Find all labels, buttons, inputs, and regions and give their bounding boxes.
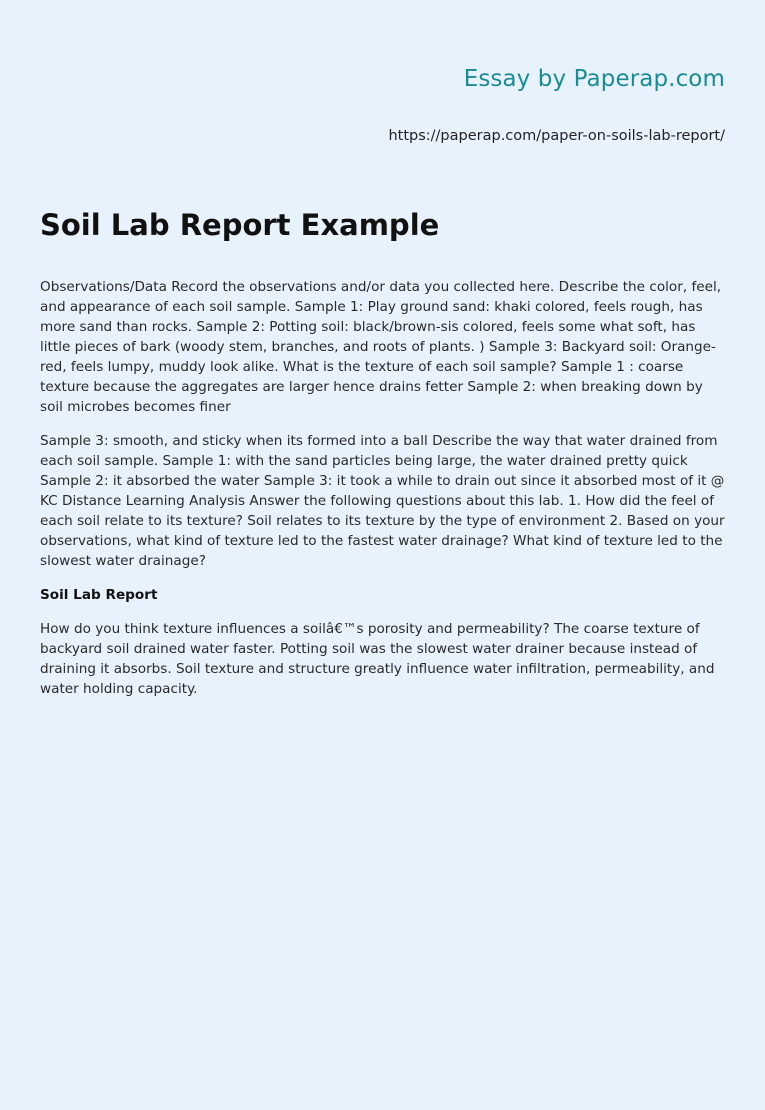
article-body xyxy=(40,277,726,713)
site-brand-link[interactable]: Essay by Paperap.com xyxy=(463,66,725,92)
article-paragraph-1: Observations/Data Record the observations and/or data you collected here. Describe the color, feel, and appearance of each soil sample. Sample 1: Play ground sand: khaki colored, feels rough, has more sand than rocks. Sample 2: Potting soil: black/brown-sis colored, feels some what soft, has little pieces of bark (woody stem, branches, and roots of plants. ) Sample 3: Backyard soil: Orange-red, feels lumpy, muddy look alike. What is the texture of each soil sample? Sample 1 : coarse texture because the aggregates are larger hence drains fetter Sample 2: when breaking down by soil microbes becomes finer xyxy=(40,279,722,415)
article-paragraph-2: Sample 3: smooth, and sticky when its formed into a ball Describe the way that water drained from each soil sample. Sample 1: with the sand particles being large, the water drained pretty quick Sample 2: it absorbed the water Sample 3: it took a while to drain out since it absorbed most of it @ KC Distance Learning Analysis Answer the following questions about this lab. 1. How did the feel of each soil relate to its texture? Soil relates to its texture by the type of environment 2. Based on your observations, what kind of texture led to the fastest water drainage? What kind of texture led to the slowest water drainage? xyxy=(40,433,725,569)
source-url-link[interactable]: https://paperap.com/paper-on-soils-lab-report/ xyxy=(388,128,725,144)
article-paragraph-3: How do you think texture influences a soilâ€™s porosity and permeability? The coarse texture of backyard soil drained water faster. Potting soil was the slowest water drainer because instead of draining it absorbs. Soil texture and structure greatly influence water infiltration, permeability, and water holding capacity. xyxy=(40,621,715,697)
page-title: Soil Lab Report Example xyxy=(40,208,440,242)
section-subheading: Soil Lab Report xyxy=(40,587,158,603)
